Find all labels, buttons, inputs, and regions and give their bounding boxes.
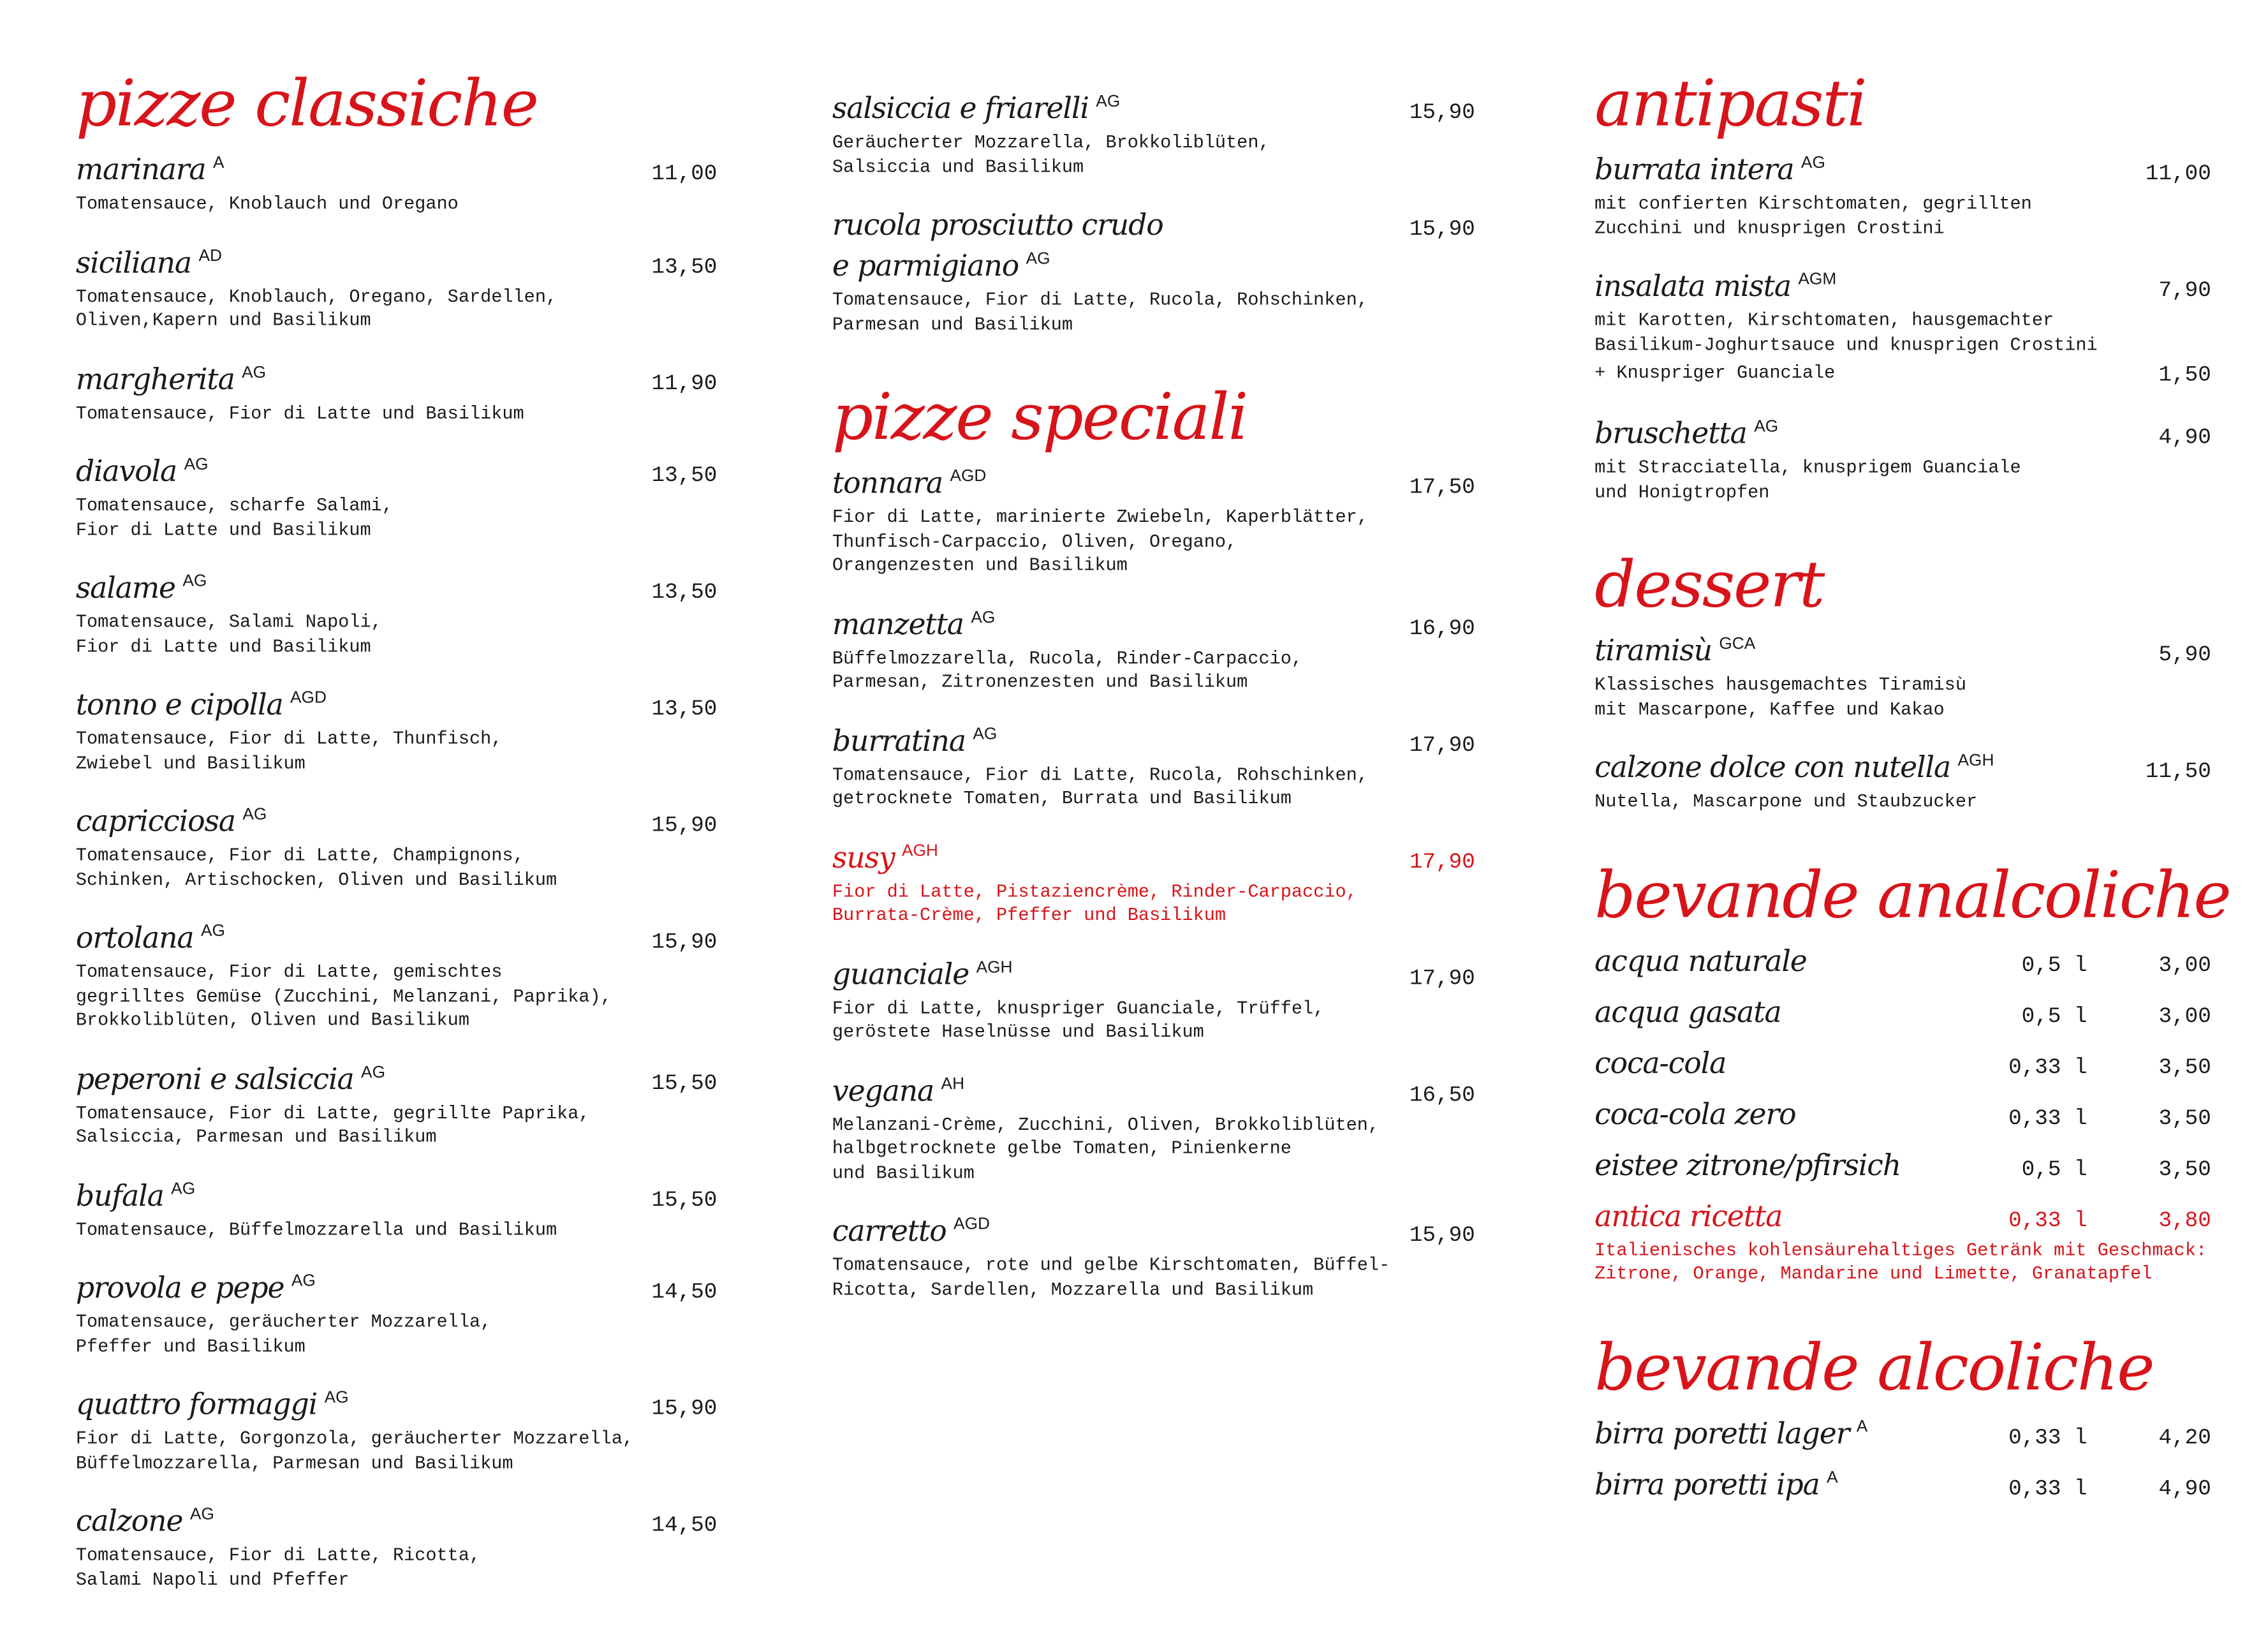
item-price: 13,50 (651, 580, 718, 605)
drink-item (1594, 1146, 2211, 1187)
item-name: calzone dolce con nutella (1594, 749, 1951, 785)
drink-price: 3,00 (2158, 1004, 2211, 1029)
item-name: carretto (832, 1213, 946, 1248)
drink-price: 3,50 (2158, 1055, 2211, 1080)
allergen-codes: AG (1800, 154, 1825, 172)
item-price: 16,90 (1409, 616, 1475, 641)
item-header (1594, 152, 2211, 193)
item-header (76, 686, 718, 727)
item-name-continued: e parmigiano (832, 248, 1019, 283)
item-price: 13,50 (651, 463, 718, 489)
item-header (76, 1270, 718, 1310)
item-header (76, 803, 718, 844)
item-description: Oliven,Kapern und Basilikum (75, 310, 371, 331)
menu-item (832, 839, 1475, 928)
item-name: bufala (75, 1177, 164, 1213)
item-addon (1594, 363, 2211, 388)
item-description: Tomatensauce, rote und gelbe Kirschtomaten, Büffel- (832, 1255, 1390, 1276)
item-description: Geräucherter Mozzarella, Brokkoliblüten, (832, 132, 1270, 153)
allergen-codes: AGH (976, 958, 1013, 977)
drink-row (1594, 1095, 2211, 1136)
menu-item (76, 1177, 718, 1242)
item-header (76, 1386, 718, 1427)
section-title: pizze classiche (75, 67, 538, 142)
allergen-codes: AG (973, 725, 998, 743)
allergen-codes: AG (200, 922, 225, 941)
allergen-codes: AG (971, 609, 996, 626)
item-description: Tomatensauce, Knoblauch und Oregano (75, 193, 459, 214)
item-header (832, 839, 1475, 880)
menu-section (832, 374, 1475, 1301)
item-price: 17,50 (1409, 475, 1475, 500)
item-price: 15,50 (651, 1187, 718, 1213)
section-title: pizze speciali (832, 380, 1248, 456)
item-description: und Honigtropfen (1594, 482, 1770, 503)
item-description: Tomatensauce, Fior di Latte, Thunfisch, (75, 729, 503, 750)
item-price: 17,90 (1409, 966, 1475, 991)
item-description: halbgetrocknete gelbe Tomaten, Pinienkerne (832, 1138, 1292, 1159)
item-name: provola e pepe (75, 1270, 284, 1305)
menu-item (1594, 750, 2211, 815)
item-price: 17,90 (1409, 849, 1475, 875)
item-description: Fior di Latte, marinierte Zwiebeln, Kaperblätter, (832, 507, 1368, 528)
drink-row (1594, 993, 2211, 1034)
item-header-line2 (832, 248, 1475, 289)
item-price: 5,90 (2158, 642, 2211, 668)
item-description: Tomatensauce, Fior di Latte, Rucola, Rohschinken, (832, 290, 1368, 311)
item-price: 17,90 (1409, 732, 1475, 758)
drink-name: acqua naturale (1594, 942, 1807, 978)
item-description: Thunfisch-Carpaccio, Oliven, Oregano, (832, 531, 1237, 552)
menu-item (832, 465, 1475, 578)
item-description: Tomatensauce, Fior di Latte, Rucola, Rohschinken, (832, 764, 1368, 785)
item-description: Nutella, Mascarpone und Staubzucker (1594, 791, 1978, 812)
item-description: Parmesan, Zitronenzesten und Basilikum (832, 672, 1248, 693)
item-header (76, 570, 718, 611)
drink-item (1594, 1415, 2211, 1456)
drink-name: birra poretti lager (1594, 1414, 1850, 1450)
item-name: ortolana (75, 920, 194, 955)
item-description: Parmesan und Basilikum (832, 314, 1073, 335)
drink-name: coca-cola zero (1594, 1095, 1796, 1131)
drink-item (1594, 993, 2211, 1034)
item-name: tonno e cipolla (75, 686, 283, 722)
allergen-codes: AH (941, 1075, 965, 1093)
menu-item (76, 244, 718, 333)
drink-volume: 0,33 l (2008, 1476, 2088, 1501)
section-title: antipasti (1594, 67, 1866, 142)
item-name: salame (75, 570, 175, 605)
item-description: mit Karotten, Kirschtomaten, hausgemachter (1594, 310, 2054, 331)
menu-item (1594, 415, 2211, 504)
drink-item (1594, 1466, 2211, 1507)
drink-item (1594, 1197, 2211, 1286)
item-header (1594, 415, 2211, 456)
drink-volume: 0,33 l (2008, 1106, 2088, 1131)
allergen-codes: AG (324, 1389, 349, 1407)
allergen-codes: A (212, 154, 225, 172)
item-header (76, 1061, 718, 1102)
drink-row (1594, 1146, 2211, 1187)
menu-item (1594, 268, 2211, 387)
drink-price: 3,00 (2158, 952, 2211, 978)
addon-label: + Knuspriger Guanciale (1594, 363, 1836, 384)
item-header (76, 454, 718, 494)
allergen-codes: AG (1026, 251, 1050, 269)
item-price: 15,50 (651, 1071, 718, 1096)
menu-item (76, 361, 718, 426)
item-description: mit Stracciatella, knusprigem Guanciale (1594, 457, 2021, 478)
item-price: 4,90 (2158, 426, 2211, 451)
item-description: Ricotta, Sardellen, Mozzarella und Basilikum (832, 1279, 1314, 1300)
item-description: Fior di Latte und Basilikum (75, 519, 371, 540)
menu-item (76, 1503, 718, 1592)
item-price: 14,50 (651, 1513, 718, 1538)
item-name: salsiccia e friarelli (832, 90, 1089, 126)
item-description: Orangenzesten und Basilikum (832, 555, 1128, 576)
item-description: Tomatensauce, geräucherter Mozzarella, (75, 1312, 492, 1333)
item-name: margherita (75, 360, 235, 396)
item-description: Schinken, Artischocken, Oliven und Basilikum (75, 870, 557, 891)
item-price: 15,90 (651, 1397, 718, 1422)
item-header (832, 956, 1475, 997)
section-title: dessert (1594, 548, 1824, 623)
allergen-codes: AGD (954, 1215, 990, 1234)
item-header (832, 1213, 1475, 1254)
menu-section (1594, 61, 2211, 505)
item-price: 14,50 (651, 1280, 718, 1305)
allergen-codes: A (1827, 1469, 1838, 1486)
item-description: Pfeffer und Basilikum (75, 1336, 306, 1357)
item-header (832, 722, 1475, 763)
drink-row (1594, 1197, 2211, 1238)
menu-item (1594, 152, 2211, 241)
item-header (832, 1072, 1475, 1113)
item-description: Melanzani-Crème, Zucchini, Oliven, Brokkoliblüten, (832, 1115, 1380, 1136)
item-name: manzetta (832, 605, 964, 641)
item-header (76, 244, 718, 285)
item-description: geröstete Haselnüsse und Basilikum (832, 1021, 1204, 1042)
item-description: Tomatensauce, Fior di Latte, gegrillte Paprika, (75, 1102, 590, 1123)
drink-price: 3,50 (2158, 1157, 2211, 1182)
drink-volume: 0,5 l (2021, 1157, 2088, 1182)
menu-item (832, 1072, 1475, 1185)
item-name: peperoni e salsiccia (75, 1060, 354, 1096)
drink-price: 3,80 (2158, 1208, 2211, 1233)
drink-price: 4,20 (2158, 1425, 2211, 1450)
allergen-codes: AGH (1957, 752, 1994, 770)
item-price: 11,90 (651, 371, 718, 396)
item-name: calzone (75, 1503, 183, 1538)
item-description: Basilikum-Joghurtsauce und knusprigen Crostini (1594, 334, 2098, 355)
item-description: Tomatensauce, Büffelmozzarella und Basilikum (75, 1219, 557, 1240)
item-name: tiramisù (1594, 632, 1712, 668)
item-name: insalata mista (1594, 268, 1791, 304)
item-price: 15,90 (651, 813, 718, 839)
item-description: Burrata-Crème, Pfeffer und Basilikum (832, 905, 1226, 926)
allergen-codes: AG (242, 806, 267, 824)
drink-name: birra poretti ipa (1594, 1465, 1820, 1501)
item-description: Salsiccia, Parmesan und Basilikum (75, 1127, 437, 1148)
menu-item (832, 207, 1475, 337)
item-description: Salami Napoli und Pfeffer (75, 1569, 350, 1590)
drink-name: coca-cola (1594, 1044, 1727, 1080)
drink-volume: 0,33 l (2008, 1208, 2088, 1233)
item-name: vegana (832, 1072, 934, 1108)
menu-item (832, 91, 1475, 179)
item-price: 11,00 (651, 161, 718, 187)
allergen-codes: AGD (290, 689, 327, 708)
item-header (76, 152, 718, 193)
item-header (832, 207, 1475, 248)
drink-description: Zitrone, Orange, Mandarine und Limette, Granatapfel (1594, 1264, 2153, 1285)
item-price: 16,50 (1409, 1082, 1475, 1108)
allergen-codes: GCA (1719, 635, 1756, 653)
menu-section (1594, 1324, 2211, 1507)
addon-price: 1,50 (2158, 363, 2211, 388)
item-description: Tomatensauce, Fior di Latte, Ricotta, (75, 1545, 481, 1566)
item-header (76, 920, 718, 961)
item-description: Tomatensauce, Fior di Latte, Champignons, (75, 845, 524, 866)
drink-volume: 0,5 l (2021, 1004, 2088, 1029)
spacer (1835, 363, 2158, 388)
item-description: getrocknete Tomaten, Burrata und Basilikum (832, 789, 1292, 810)
item-price: 15,90 (1409, 100, 1475, 126)
section-title: bevande analcoliche (1594, 857, 2230, 933)
drink-name: antica ricetta (1594, 1197, 1783, 1233)
section-title: bevande alcoliche (1594, 1330, 2154, 1405)
item-header (832, 606, 1475, 647)
item-price: 13,50 (651, 697, 718, 722)
allergen-codes: AG (291, 1273, 316, 1291)
drink-item (1594, 1044, 2211, 1085)
drink-name: acqua gasata (1594, 993, 1781, 1029)
item-description: Brokkoliblüten, Oliven und Basilikum (75, 1010, 469, 1031)
item-name: diavola (75, 453, 177, 489)
item-description: mit confierten Kirschtomaten, gegrillten (1594, 193, 2032, 214)
drink-row (1594, 1044, 2211, 1085)
item-price: 11,50 (2145, 759, 2211, 785)
drink-price: 3,50 (2158, 1106, 2211, 1131)
item-description: Tomatensauce, Fior di Latte und Basilikum (75, 403, 524, 424)
drink-item (1594, 942, 2211, 983)
item-description: mit Mascarpone, Kaffee und Kakao (1594, 699, 1945, 720)
allergen-codes: AG (189, 1506, 214, 1524)
item-name: capricciosa (75, 803, 235, 839)
menu-item (832, 1213, 1475, 1301)
menu-item (76, 1061, 718, 1150)
item-name: marinara (75, 151, 206, 187)
item-description: Fior di Latte und Basilikum (75, 636, 371, 657)
menu-item (832, 606, 1475, 695)
drink-item (1594, 1095, 2211, 1136)
menu-item (76, 570, 718, 659)
drink-volume: 0,33 l (2008, 1055, 2088, 1080)
allergen-codes: AG (1754, 418, 1779, 436)
item-price: 13,50 (651, 254, 718, 279)
item-description: und Basilikum (832, 1162, 975, 1183)
allergen-codes: AGH (901, 841, 938, 860)
allergen-codes: AD (198, 247, 222, 265)
menu-item (832, 956, 1475, 1044)
menu-section (1594, 542, 2211, 814)
menu-section (1594, 852, 2230, 1287)
menu-section (832, 91, 1475, 337)
drink-volume: 0,33 l (2008, 1425, 2088, 1450)
drink-name: eistee zitrone/pfirsich (1594, 1146, 1901, 1182)
allergen-codes: AG (361, 1063, 386, 1081)
item-name: rucola prosciutto crudo (832, 207, 1163, 242)
allergen-codes: AG (242, 364, 267, 382)
item-header (832, 465, 1475, 506)
item-description: Tomatensauce, Fior di Latte, gemischtes (75, 962, 503, 983)
menu-item (832, 722, 1475, 811)
allergen-codes: AGD (950, 468, 987, 486)
item-name: bruschetta (1594, 415, 1747, 451)
item-name: burratina (832, 722, 966, 758)
menu-item (76, 686, 718, 775)
drink-description: Italienisches kohlensäurehaltiges Getränk mit Geschmack: (1594, 1240, 2207, 1261)
item-price: 15,90 (651, 930, 718, 955)
menu-item (76, 1386, 718, 1475)
item-name: susy (832, 839, 895, 875)
menu-item (76, 454, 718, 542)
item-description: Zucchini und knusprigen Crostini (1594, 218, 1945, 239)
allergen-codes: AG (1096, 93, 1121, 111)
item-name: tonnara (832, 465, 943, 500)
allergen-codes: AG (182, 573, 207, 591)
menu-item (76, 920, 718, 1033)
item-description: Tomatensauce, Knoblauch, Oregano, Sardellen, (75, 286, 557, 307)
allergen-codes: AG (184, 456, 209, 474)
item-price: 15,90 (1409, 217, 1475, 242)
drink-row (1594, 1466, 2211, 1507)
item-description: Klassisches hausgemachtes Tiramisù (1594, 675, 1966, 696)
item-description: Büffelmozzarella, Rucola, Rinder-Carpaccio, (832, 648, 1303, 669)
item-price: 7,90 (2158, 278, 2211, 304)
item-name: quattro formaggi (75, 1386, 318, 1422)
item-price: 11,00 (2145, 161, 2211, 187)
menu-column (1594, 61, 2230, 1545)
item-name: siciliana (75, 244, 192, 279)
item-description: Salsiccia und Basilikum (832, 156, 1084, 177)
item-description: Zwiebel und Basilikum (75, 753, 306, 774)
item-description: Fior di Latte, knuspriger Guanciale, Trüffel, (832, 998, 1325, 1019)
item-header (1594, 750, 2211, 790)
item-header (76, 361, 718, 402)
item-name: burrata intera (1594, 151, 1794, 187)
item-description: Fior di Latte, Gorgonzola, geräucherter Mozzarella, (75, 1428, 634, 1449)
allergen-codes: AGM (1798, 271, 1837, 289)
drink-row (1594, 942, 2211, 983)
drink-row (1594, 1415, 2211, 1456)
drink-price: 4,90 (2158, 1476, 2211, 1501)
item-header (832, 91, 1475, 131)
item-header (1594, 633, 2211, 674)
item-price: 15,90 (1409, 1223, 1475, 1248)
allergen-codes: AG (171, 1180, 196, 1198)
item-description: Büffelmozzarella, Parmesan und Basilikum (75, 1453, 513, 1474)
item-description: Tomatensauce, scharfe Salami, (75, 496, 393, 516)
item-description: Tomatensauce, Salami Napoli, (75, 612, 382, 633)
menu-item (76, 803, 718, 892)
item-description: Fior di Latte, Pistaziencrème, Rinder-Carpaccio, (832, 881, 1357, 902)
menu-item (1594, 633, 2211, 722)
menu-column (76, 61, 718, 1630)
item-header (76, 1177, 718, 1218)
item-description: gegrilltes Gemüse (Zucchini, Melanzani, Paprika), (75, 986, 612, 1007)
item-header (76, 1503, 718, 1544)
menu-item (76, 152, 718, 217)
drink-volume: 0,5 l (2021, 952, 2088, 978)
item-header (1594, 268, 2211, 309)
allergen-codes: A (1856, 1418, 1868, 1435)
menu-item (76, 1270, 718, 1358)
menu-column (832, 91, 1475, 1340)
item-name: guanciale (832, 956, 969, 991)
menu-section (76, 61, 718, 1592)
